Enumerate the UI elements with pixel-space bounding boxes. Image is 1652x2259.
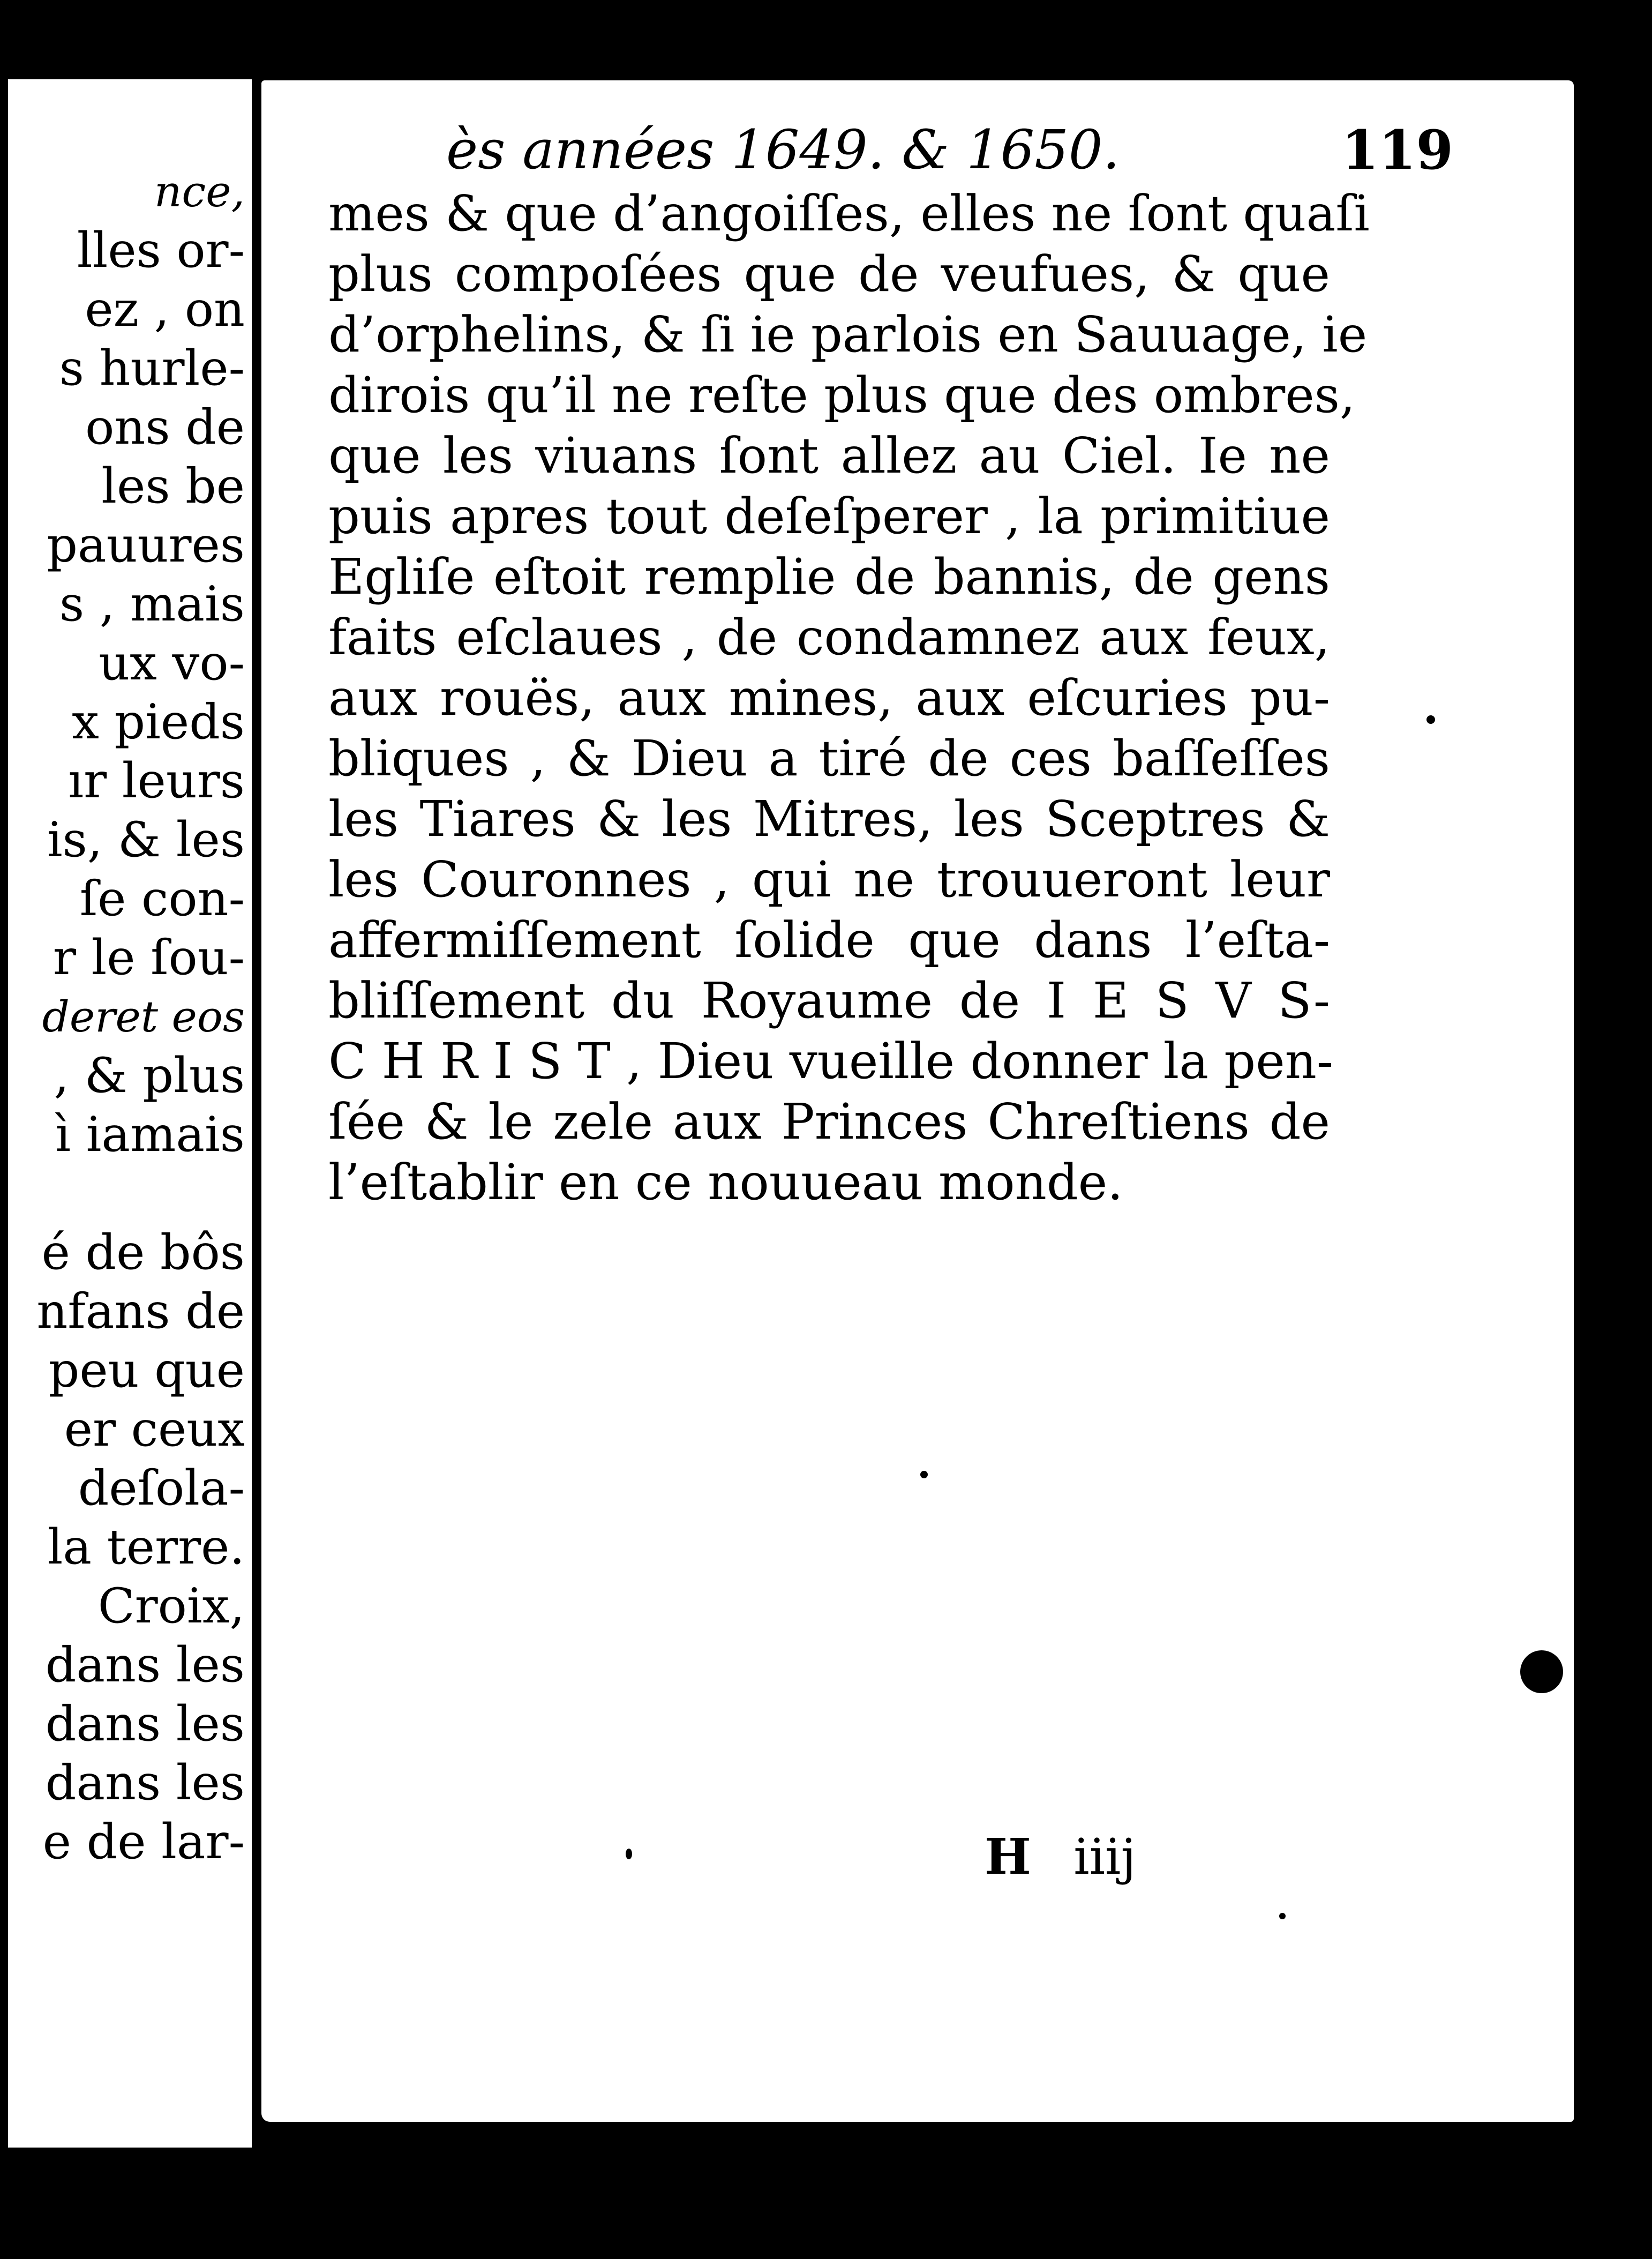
left-page-lines	[8, 162, 252, 1872]
left-line: Croix,	[97, 1578, 245, 1634]
left-line: ır leurs	[68, 753, 245, 809]
left-line: deret eos	[42, 992, 245, 1042]
signature-letter: H	[985, 1828, 1031, 1886]
left-line: r le ſou-	[52, 930, 245, 986]
running-head	[446, 113, 1491, 188]
left-line: ſe con-	[79, 871, 245, 927]
text-line: faits eſclaues , de condamnez aux feux,	[328, 609, 1330, 666]
right-page	[261, 80, 1574, 2122]
left-line: s hurle-	[59, 340, 245, 397]
text-line: que les viuans ſont allez au Ciel. Ie ne	[328, 427, 1330, 484]
ink-speck	[626, 1849, 632, 1859]
left-line: la terre.	[47, 1519, 245, 1575]
left-line: peu que	[48, 1342, 245, 1398]
left-line: dans les	[45, 1637, 245, 1693]
left-line: deſola-	[78, 1460, 245, 1516]
left-line: dans les	[45, 1755, 245, 1811]
body-text	[328, 183, 1370, 1213]
ink-speck	[1426, 715, 1435, 724]
left-line: lles or-	[77, 222, 245, 279]
text-line: bliques , & Dieu a tiré de ces baſſeſſes	[328, 730, 1330, 787]
left-line: x pieds	[72, 694, 245, 750]
signature-number: iiij	[1073, 1828, 1136, 1886]
left-line-gap	[8, 1164, 252, 1223]
left-line: e de lar-	[42, 1814, 245, 1870]
signature-mark	[985, 1824, 1136, 1889]
left-line: ons de	[85, 399, 245, 455]
text-line: affermiſſement ſolide que dans l’eſta-	[328, 911, 1330, 969]
text-line: plus compoſées que de veufues, & que	[328, 245, 1330, 303]
text-line: bliſſement du Royaume de I E S V S-	[328, 972, 1330, 1029]
ink-blot	[1520, 1650, 1563, 1693]
text-line: aux rouës, aux mines, aux eſcuries pu-	[328, 669, 1330, 727]
text-line: l’eſtablir en ce nouueau monde.	[328, 1154, 1123, 1211]
left-line: ez , on	[85, 281, 245, 338]
text-line: mes & que d’angoiſſes, elles ne ſont quaſi	[328, 185, 1370, 242]
text-line: ſée & le zele aux Princes Chreſtiens de	[328, 1093, 1330, 1150]
left-line: les be	[101, 458, 245, 514]
text-line: C H R I S T , Dieu vueille donner la pen-	[328, 1033, 1333, 1090]
left-line: nfans de	[36, 1283, 245, 1340]
text-line: dirois qu’il ne reſte plus que des ombres,	[328, 366, 1356, 424]
left-line: nce,	[154, 167, 245, 216]
ink-speck	[920, 1471, 928, 1478]
left-line: s , mais	[59, 576, 245, 632]
left-line: ux vo-	[99, 635, 245, 691]
text-line: Egliſe eſtoit remplie de bannis, de gens	[328, 548, 1330, 605]
left-line: er ceux	[64, 1401, 245, 1457]
left-line: é de bôs	[41, 1224, 245, 1281]
text-line: les Tiares & les Mitres, les Sceptres &	[328, 790, 1330, 848]
text-line: les Couronnes , qui ne trouueront leur	[328, 851, 1330, 908]
page-number: 119	[1341, 118, 1453, 182]
text-line: d’orphelins, & ſi ie parlois en Sauuage, ie	[328, 306, 1368, 363]
ink-speck	[1279, 1913, 1286, 1919]
left-line: is, & les	[47, 812, 245, 868]
running-head-title: ès années 1649. & 1650.	[446, 118, 1120, 181]
left-line: , & plus	[54, 1048, 245, 1104]
left-line: dans les	[45, 1696, 245, 1752]
left-line: ì iamais	[55, 1106, 245, 1163]
left-page-fragment	[8, 79, 252, 2148]
text-line: puis apres tout deſeſperer , la primitiue	[328, 488, 1330, 545]
left-line: pauures	[47, 517, 245, 573]
